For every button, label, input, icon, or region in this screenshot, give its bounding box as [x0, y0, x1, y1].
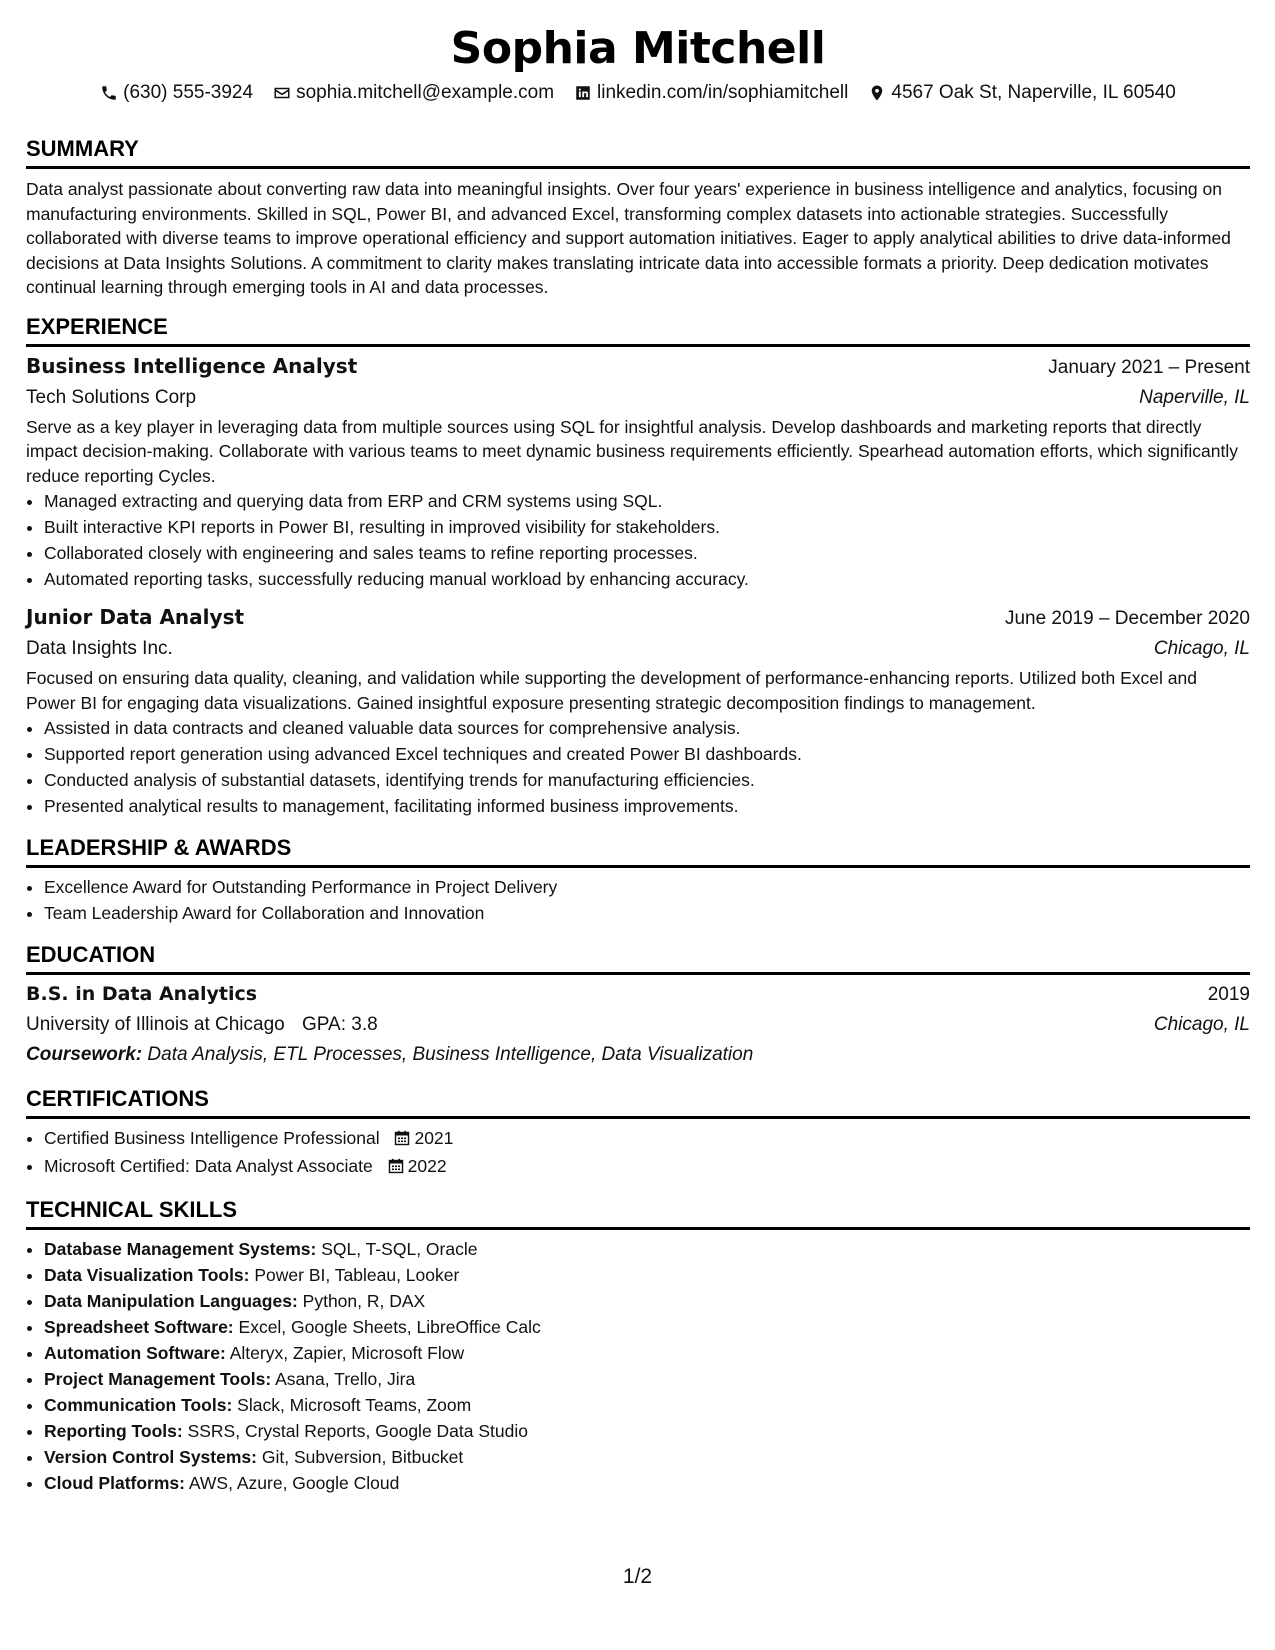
skill-value: Slack, Microsoft Teams, Zoom — [237, 1395, 472, 1415]
phone-icon — [100, 84, 118, 102]
job-dates: June 2019 – December 2020 — [1004, 608, 1250, 629]
cert-year: 2021 — [414, 1128, 454, 1148]
section-title-summary: SUMMARY — [26, 136, 1250, 169]
section-title-skills: TECHNICAL SKILLS — [26, 1197, 1250, 1230]
skill-category: Automation Software: — [44, 1343, 226, 1363]
skill-category: Version Control Systems: — [44, 1447, 257, 1467]
job-description: Focused on ensuring data quality, cleaning, and validation while supporting the development of performance-enhancing reports. Utilized both Excel and Power BI for engaging data visualizations. Gained insightful exposure presenting strategic decomposition findings to management. — [26, 668, 1197, 713]
skill-value: Alteryx, Zapier, Microsoft Flow — [229, 1343, 465, 1363]
skill-item — [44, 1262, 1250, 1288]
awards-section — [26, 835, 1250, 926]
phone-text: (630) 555-3924 — [123, 82, 254, 103]
skill-value: Python, R, DAX — [302, 1291, 426, 1311]
section-title-experience: EXPERIENCE — [26, 314, 1250, 347]
job-company: Data Insights Inc. — [26, 638, 173, 659]
list-item: • Managed extracting and querying data from ERP and CRM systems using SQL. — [44, 488, 1250, 514]
list-item — [44, 1125, 1250, 1153]
skill-item — [44, 1236, 1250, 1262]
cert-year: 2022 — [407, 1156, 447, 1176]
graduation-year: 2019 — [1207, 984, 1250, 1005]
contact-email[interactable] — [273, 80, 554, 106]
resume-page — [26, 0, 1250, 1496]
skill-value: Power BI, Tableau, Looker — [254, 1265, 460, 1285]
skill-value: AWS, Azure, Google Cloud — [188, 1473, 400, 1493]
skills-section — [26, 1197, 1250, 1496]
contact-phone[interactable] — [100, 80, 253, 106]
job-description: Serve as a key player in leveraging data from multiple sources using SQL for insightful analysis. Develop dashboards and marketing reports that directly impact decision-making. Collaborate with various teams to meet dynamic business requirements efficiently. Spearhead automation efforts, which significantly reduce reporting Cycles. — [26, 416, 1238, 486]
section-title-certifications: CERTIFICATIONS — [26, 1086, 1250, 1119]
job-location: Naperville, IL — [1139, 386, 1250, 408]
cert-name: Certified Business Intelligence Professional — [44, 1128, 380, 1148]
skill-item — [44, 1288, 1250, 1314]
skill-category: Project Management Tools: — [44, 1369, 272, 1389]
skill-category: Data Visualization Tools: — [44, 1265, 250, 1285]
job-location: Chicago, IL — [1153, 638, 1250, 659]
skill-item — [44, 1470, 1250, 1496]
linkedin-icon — [574, 84, 592, 102]
coursework-label: Coursework: — [26, 1044, 143, 1065]
list-item — [44, 1153, 1250, 1181]
summary-section — [26, 136, 1250, 300]
skill-value: SQL, T-SQL, Oracle — [321, 1239, 478, 1259]
skill-value: Asana, Trello, Jira — [275, 1369, 416, 1389]
gpa: GPA: 3.8 — [302, 1014, 378, 1035]
education-section — [26, 942, 1250, 1070]
skill-category: Cloud Platforms: — [44, 1473, 185, 1493]
contact-bar — [26, 80, 1250, 106]
list-item: • Collaborated closely with engineering and sales teams to refine reporting processes. — [44, 540, 1250, 566]
list-item: • Assisted in data contracts and cleaned valuable data sources for comprehensive analysis. — [44, 715, 1250, 741]
skills-list — [26, 1236, 1250, 1496]
page-number: 1/2 — [622, 1565, 653, 1588]
contact-address — [868, 80, 1175, 106]
candidate-name: Sophia Mitchell — [450, 23, 826, 74]
job-entry — [26, 602, 1250, 819]
skill-category: Database Management Systems: — [44, 1239, 317, 1259]
job-entry — [26, 351, 1250, 593]
skill-category: Data Manipulation Languages: — [44, 1291, 298, 1311]
job-title: Business Intelligence Analyst — [26, 353, 358, 378]
skill-category: Communication Tools: — [44, 1395, 233, 1415]
list-item: • Presented analytical results to management, facilitating informed business improvements. — [44, 793, 1250, 819]
skill-item — [44, 1392, 1250, 1418]
school-location: Chicago, IL — [1153, 1014, 1250, 1035]
skill-item — [44, 1418, 1250, 1444]
coursework-text: Data Analysis, ETL Processes, Business Intelligence, Data Visualization — [147, 1044, 754, 1065]
skill-item — [44, 1314, 1250, 1340]
skill-item — [44, 1366, 1250, 1392]
job-bullets — [26, 488, 1250, 592]
certifications-list — [26, 1125, 1250, 1181]
skill-value: SSRS, Crystal Reports, Google Data Studio — [187, 1421, 528, 1441]
list-item: • Team Leadership Award for Collaboration and Innovation — [44, 900, 1250, 926]
calendar-icon — [388, 1155, 404, 1181]
list-item: • Conducted analysis of substantial datasets, identifying trends for manufacturing efficiencies. — [44, 767, 1250, 793]
skill-item — [44, 1444, 1250, 1470]
email-text: sophia.mitchell@example.com — [296, 82, 555, 103]
section-title-awards: LEADERSHIP & AWARDS — [26, 835, 1250, 868]
calendar-icon — [394, 1127, 410, 1153]
job-bullets — [26, 715, 1250, 819]
experience-section — [26, 314, 1250, 820]
list-item: • Supported report generation using advanced Excel techniques and created Power BI dashboards. — [44, 741, 1250, 767]
list-item: • Excellence Award for Outstanding Performance in Project Delivery — [44, 874, 1250, 900]
school-name: University of Illinois at Chicago — [26, 1014, 285, 1035]
skill-value: Excel, Google Sheets, LibreOffice Calc — [238, 1317, 541, 1337]
job-company: Tech Solutions Corp — [26, 386, 197, 408]
cert-name: Microsoft Certified: Data Analyst Associate — [44, 1156, 373, 1176]
skill-category: Spreadsheet Software: — [44, 1317, 234, 1337]
awards-list — [26, 874, 1250, 926]
skill-category: Reporting Tools: — [44, 1421, 183, 1441]
job-title: Junior Data Analyst — [26, 605, 245, 629]
envelope-icon — [273, 84, 291, 102]
degree: B.S. in Data Analytics — [26, 983, 258, 1005]
section-title-education: EDUCATION — [26, 942, 1250, 975]
coursework — [26, 1040, 1250, 1070]
linkedin-text: linkedin.com/in/sophiamitchell — [597, 82, 849, 103]
list-item: • Automated reporting tasks, successfully reducing manual workload by enhancing accuracy. — [44, 566, 1250, 592]
map-pin-icon — [868, 84, 886, 102]
list-item: • Built interactive KPI reports in Power BI, resulting in improved visibility for stakeholders. — [44, 514, 1250, 540]
skill-value: Git, Subversion, Bitbucket — [261, 1447, 464, 1467]
address-text: 4567 Oak St, Naperville, IL 60540 — [891, 82, 1176, 103]
skill-item — [44, 1340, 1250, 1366]
summary-text: Data analyst passionate about converting raw data into meaningful insights. Over four years' experience in business intelligence and analytics, focusing on manufacturing environments. Skilled in SQL, Power BI, and advanced Excel, transforming complex datasets into actionable strategies. Successfully collaborated with diverse teams to improve operational efficiency and support automation initiatives. Eager to apply analytical abilities to drive data-informed decisions at Data Insights Solutions. A commitment to clarity makes translating intricate data into accessible formats a priority. Deep dedication motivates continual learning through emerging tools in AI and data processes. — [26, 179, 1231, 297]
certifications-section — [26, 1086, 1250, 1181]
contact-linkedin[interactable] — [574, 80, 848, 106]
job-dates: January 2021 – Present — [1048, 356, 1250, 378]
